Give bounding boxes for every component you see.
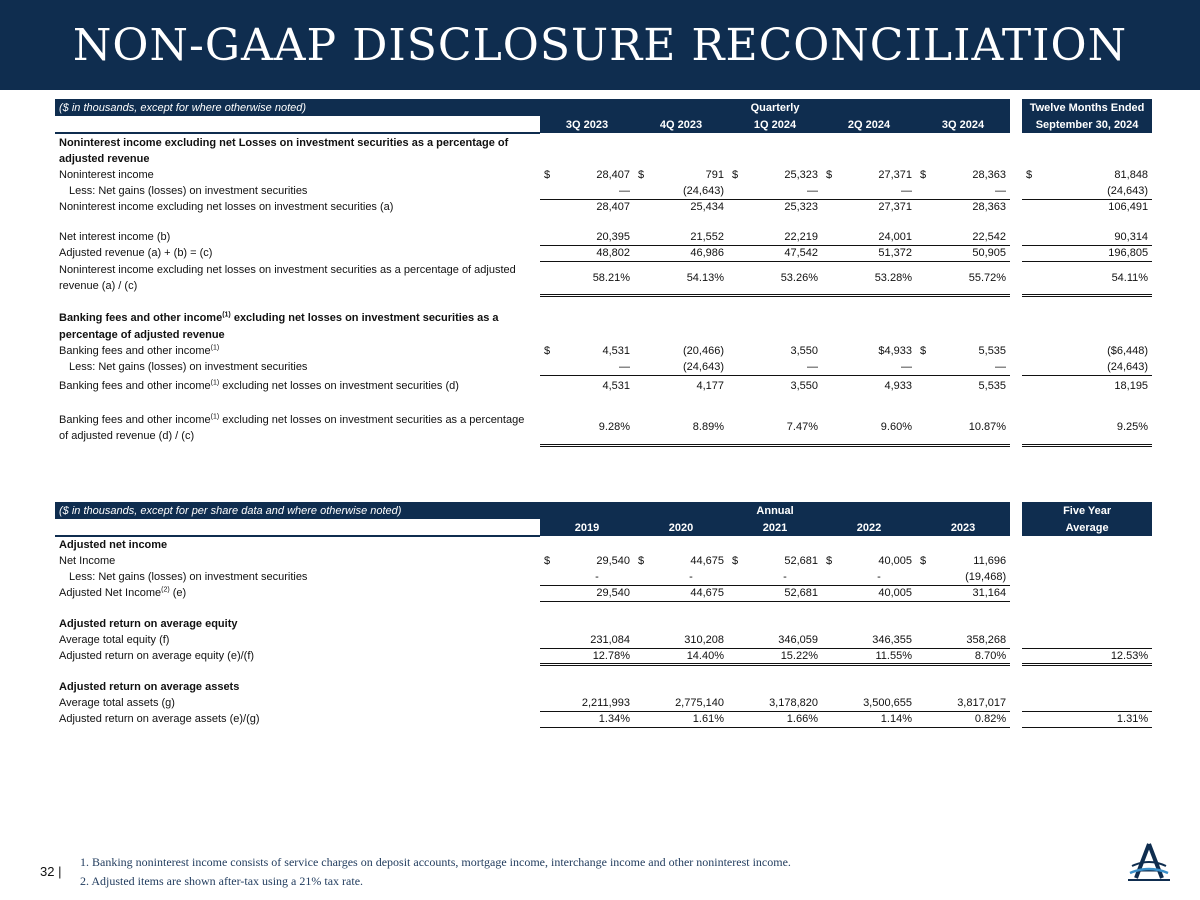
cell-value: 7.47% <box>748 411 822 445</box>
cell-value: 791 <box>705 169 724 181</box>
cell-value: (24,643) <box>1042 359 1152 375</box>
cell-value: 3,817,017 <box>936 695 1010 711</box>
cell-value: ($6,448) <box>1107 345 1149 357</box>
cell-value: — <box>936 359 1010 375</box>
cell-value: 231,084 <box>560 632 634 648</box>
cell-value: - <box>748 569 822 585</box>
section-heading-row <box>55 309 1152 326</box>
currency-symbol <box>1022 343 1042 359</box>
annual-reconciliation-table <box>55 502 1152 728</box>
cell-value: 3,178,820 <box>748 695 822 711</box>
cell-value: 58.21% <box>560 261 634 295</box>
cell-value: 28,363 <box>972 201 1007 214</box>
row-label: Noninterest income excluding net losses on investment securities as a percentage of adjusted revenue (a) / (c) <box>59 264 516 292</box>
row-label: Banking fees and other income$^{(1)}$ excluding net losses on investment securities as a percentage of adjusted revenue (d) / (c) <box>59 413 525 442</box>
cell-value: 21,552 <box>654 229 728 245</box>
cell-value: 4,177 <box>696 380 724 393</box>
cell-value: — <box>842 183 916 199</box>
row-label: Adjusted revenue (a) + (b) = (c) <box>59 247 213 259</box>
currency-symbol: $ <box>544 345 551 357</box>
column-header: 2019 <box>540 519 634 536</box>
cell-value: 51,372 <box>842 245 916 261</box>
cell-value: — <box>936 183 1010 199</box>
cell-value: - <box>842 569 916 585</box>
footnote: 2. Adjusted items are shown after-tax using a 21% tax rate. <box>80 874 364 888</box>
row-label: Less: Net gains (losses) on investment securities <box>69 185 308 197</box>
row-label: Banking fees and other income$^{(1)}$ excluding net losses on investment securities (d) <box>59 379 459 392</box>
table-row <box>55 167 1152 183</box>
table-row <box>55 648 1152 664</box>
cell-value: 5,535 <box>978 345 1007 357</box>
table-row <box>55 411 1152 445</box>
cell-value: (19,468) <box>936 569 1010 585</box>
cell-value: 28,407 <box>596 169 630 181</box>
cell-value: 55.72% <box>936 261 1010 295</box>
cell-value: 1.31% <box>1042 711 1152 727</box>
section-title: Adjusted net income <box>59 539 168 551</box>
row-label: Net Income <box>59 555 116 567</box>
cell-value: 81,848 <box>1114 169 1149 181</box>
cell-value: 29,540 <box>560 585 634 601</box>
cell-value: 47,542 <box>748 245 822 261</box>
section-heading-row <box>55 615 1152 632</box>
cell-value: 25,323 <box>784 201 818 214</box>
section-title: percentage of adjusted revenue <box>59 328 225 341</box>
column-header-row <box>55 116 1152 133</box>
units-note: ($ in thousands, except for per share data and where otherwise noted) <box>55 502 540 519</box>
cell-value: 346,059 <box>748 632 822 648</box>
cell-value: 4,531 <box>602 380 630 393</box>
cell-value: 54.11% <box>1042 261 1152 295</box>
cell-value: 18,195 <box>1114 380 1149 393</box>
currency-symbol: $ <box>544 555 551 567</box>
cell-value: — <box>842 359 916 375</box>
row-label: Noninterest income excluding net losses on investment securities (a) <box>59 201 394 213</box>
row-label: Adjusted return on average assets (e)/(g) <box>59 713 260 725</box>
row-label: Adjusted return on average equity (e)/(f) <box>59 650 255 662</box>
column-header-row <box>55 519 1152 536</box>
cell-value: — <box>748 183 822 199</box>
cell-value: — <box>560 359 634 375</box>
cell-value: 90,314 <box>1042 229 1152 245</box>
table-row <box>55 632 1152 648</box>
cell-value: 358,268 <box>936 632 1010 648</box>
table-row <box>55 261 1152 295</box>
cell-value: 22,219 <box>748 229 822 245</box>
cell-value: 5,535 <box>978 380 1007 393</box>
cell-value: 12.78% <box>560 648 634 664</box>
cell-value: 1.14% <box>842 711 916 727</box>
currency-symbol <box>634 343 654 359</box>
currency-symbol: $ <box>826 555 833 567</box>
cell-value: 25,434 <box>690 201 724 214</box>
column-header: 3Q 2023 <box>540 116 634 133</box>
currency-symbol: $ <box>732 555 739 567</box>
cell-value: - <box>560 569 634 585</box>
table-row <box>55 199 1152 215</box>
cell-value: 9.60% <box>842 411 916 445</box>
cell-value: 27,371 <box>878 169 912 181</box>
table-row <box>55 695 1152 711</box>
cell-value: 20,395 <box>560 229 634 245</box>
column-header: 2021 <box>728 519 822 536</box>
cell-value: (24,643) <box>1042 183 1152 199</box>
cell-value: 25,323 <box>784 169 818 181</box>
row-label: Net interest income (b) <box>59 231 171 243</box>
table-row <box>55 585 1152 601</box>
column-header: 3Q 2024 <box>916 116 1010 133</box>
cell-value: 1.66% <box>748 711 822 727</box>
table-row <box>55 183 1152 199</box>
footnotes <box>80 853 791 891</box>
units-note: ($ in thousands, except for where otherwise noted) <box>55 99 540 116</box>
cell-value: 12.53% <box>1042 648 1152 664</box>
cell-value: 28,407 <box>596 201 630 214</box>
section-heading-row <box>55 678 1152 695</box>
row-label: Adjusted Net Income$^{(2)}$ (e) <box>59 586 187 599</box>
cell-value: 4,531 <box>602 345 630 357</box>
cell-value: 52,681 <box>748 585 822 601</box>
column-header: 2022 <box>822 519 916 536</box>
cell-value: 4,933 <box>884 380 912 393</box>
cell-value: - <box>654 569 728 585</box>
cell-value: 2,211,993 <box>560 695 634 711</box>
cell-value: 22,542 <box>936 229 1010 245</box>
currency-symbol: $ <box>826 169 833 181</box>
column-header-average: Average <box>1022 519 1152 536</box>
cell-value: 46,986 <box>654 245 728 261</box>
cell-value: (20,466) <box>683 345 724 357</box>
cell-value: 0.82% <box>936 711 1010 727</box>
cell-value: 310,208 <box>654 632 728 648</box>
section-heading-row <box>55 326 1152 343</box>
cell-value: — <box>748 359 822 375</box>
cell-value: 11.55% <box>842 648 916 664</box>
cell-value: 8.89% <box>654 411 728 445</box>
column-header: 2Q 2024 <box>822 116 916 133</box>
currency-symbol <box>728 343 748 359</box>
cell-value: 8.70% <box>936 648 1010 664</box>
currency-symbol: $ <box>920 169 927 181</box>
column-header-ttm: September 30, 2024 <box>1022 116 1152 133</box>
column-header: 2023 <box>916 519 1010 536</box>
cell-value: — <box>560 183 634 199</box>
cell-value: 10.87% <box>936 411 1010 445</box>
currency-symbol: $ <box>638 169 645 181</box>
cell-value: 28,363 <box>972 169 1007 181</box>
cell-value: 31,164 <box>936 585 1010 601</box>
cell-value: 9.25% <box>1042 411 1152 445</box>
cell-value: 9.28% <box>560 411 634 445</box>
row-label: Less: Net gains (losses) on investment securities <box>69 361 308 373</box>
table-row <box>55 569 1152 585</box>
table-row <box>55 229 1152 245</box>
cell-value: 53.26% <box>748 261 822 295</box>
cell-value: 44,675 <box>690 555 724 567</box>
cell-value: 50,905 <box>936 245 1010 261</box>
cell-value: (24,643) <box>654 359 728 375</box>
cell-value: 29,540 <box>596 555 630 567</box>
column-header: 2020 <box>634 519 728 536</box>
cell-value: 1.61% <box>654 711 728 727</box>
section-title: Adjusted return on average equity <box>59 617 238 630</box>
company-logo-icon <box>1124 840 1174 888</box>
table-row <box>55 553 1152 569</box>
table-row <box>55 245 1152 261</box>
cell-value: 14.40% <box>654 648 728 664</box>
five-year-group-header: Five Year <box>1022 502 1152 519</box>
currency-symbol: $ <box>1026 169 1033 181</box>
table-row <box>55 359 1152 375</box>
cell-value: 15.22% <box>748 648 822 664</box>
cell-value: 2,775,140 <box>654 695 728 711</box>
table-row <box>55 343 1152 359</box>
currency-symbol <box>822 343 842 359</box>
footnote: 1. Banking noninterest income consists of service charges on deposit accounts, mortgage income, interchange income and other noninterest income. <box>80 855 791 869</box>
page-number: 32 | <box>40 864 62 879</box>
currency-symbol: $ <box>732 169 739 181</box>
cell-value: 40,005 <box>878 555 912 567</box>
section-title: Adjusted return on average assets <box>59 680 240 693</box>
cell-value: 53.28% <box>842 261 916 295</box>
cell-value: 52,681 <box>784 555 818 567</box>
quarterly-group-header: Quarterly <box>540 99 1010 116</box>
column-header: 1Q 2024 <box>728 116 822 133</box>
cell-value: 48,802 <box>560 245 634 261</box>
currency-symbol: $ <box>920 345 927 357</box>
row-label: Less: Net gains (losses) on investment securities <box>69 571 308 583</box>
cell-value: 3,550 <box>790 345 818 357</box>
cell-value: 1.34% <box>560 711 634 727</box>
table-row <box>55 375 1152 397</box>
column-header: 4Q 2023 <box>634 116 728 133</box>
cell-value: (24,643) <box>654 183 728 199</box>
row-label: Banking fees and other income$^{(1)}$ <box>59 344 220 357</box>
section-heading-row <box>55 133 1152 167</box>
table-row <box>55 711 1152 727</box>
currency-symbol: $ <box>638 555 645 567</box>
cell-value: 24,001 <box>842 229 916 245</box>
row-label: Noninterest income <box>59 169 154 181</box>
annual-group-header: Annual <box>540 502 1010 519</box>
cell-value: 106,491 <box>1108 201 1149 214</box>
table-header-row <box>55 99 1152 116</box>
cell-value: 27,371 <box>878 201 912 214</box>
cell-value: $4,933 <box>878 345 912 357</box>
section-title: Noninterest income excluding net Losses on investment securities as a percentage of adjusted revenue <box>59 136 509 165</box>
row-label: Average total equity (f) <box>59 634 170 646</box>
currency-symbol: $ <box>920 555 927 567</box>
table-header-row <box>55 502 1152 519</box>
title-banner <box>0 0 1200 90</box>
section-title: Banking fees and other income$^{(1)}$ excluding net losses on investment securities as a <box>59 310 499 324</box>
cell-value: 44,675 <box>654 585 728 601</box>
cell-value: 346,355 <box>842 632 916 648</box>
cell-value: 196,805 <box>1042 245 1152 261</box>
section-heading-row <box>55 536 1152 553</box>
row-label: Average total assets (g) <box>59 697 175 709</box>
cell-value: 3,500,655 <box>842 695 916 711</box>
page-title: NON-GAAP DISCLOSURE RECONCILIATION <box>72 20 1128 71</box>
cell-value: 54.13% <box>654 261 728 295</box>
quarterly-reconciliation-table <box>55 99 1152 447</box>
currency-symbol: $ <box>544 169 551 181</box>
cell-value: 11,696 <box>973 555 1007 567</box>
cell-value: 40,005 <box>842 585 916 601</box>
cell-value: 3,550 <box>790 380 818 393</box>
ttm-group-header: Twelve Months Ended <box>1022 99 1152 116</box>
